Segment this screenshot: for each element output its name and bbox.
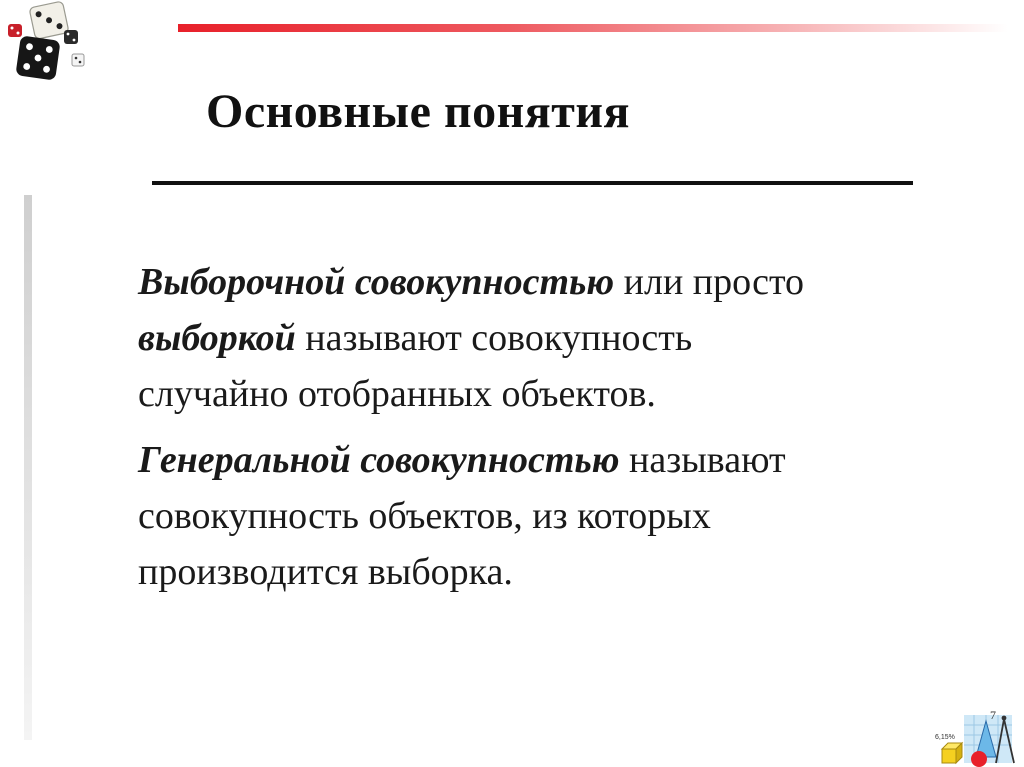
definition-text: случайно отобранных объектов. [138, 373, 656, 415]
left-accent-rule [24, 195, 32, 740]
definition-text: совокупность объектов, из которых [138, 495, 711, 537]
slide-content [138, 254, 968, 600]
definition-text: или просто [614, 261, 805, 303]
definition-sample [138, 254, 968, 422]
title-underline [152, 181, 913, 185]
definition-general-population [138, 432, 968, 600]
corner-art-numeral: 7 [990, 708, 996, 722]
corner-art-caption: 6,15% [935, 734, 955, 741]
dice-icon [6, 0, 86, 84]
definition-text: называют совокупность [295, 317, 693, 359]
definition-text: производится выборка. [138, 551, 513, 593]
definition-text: называют [619, 439, 786, 481]
term-general-population: Генеральной совокупностью [138, 439, 620, 481]
term-sample: выборкой [138, 317, 296, 359]
term-sample-population: Выборочной совокупностью [138, 261, 615, 303]
slide-title: Основные понятия [206, 85, 630, 138]
top-accent-rule [178, 24, 1008, 32]
geometry-math-icon [934, 705, 1024, 767]
